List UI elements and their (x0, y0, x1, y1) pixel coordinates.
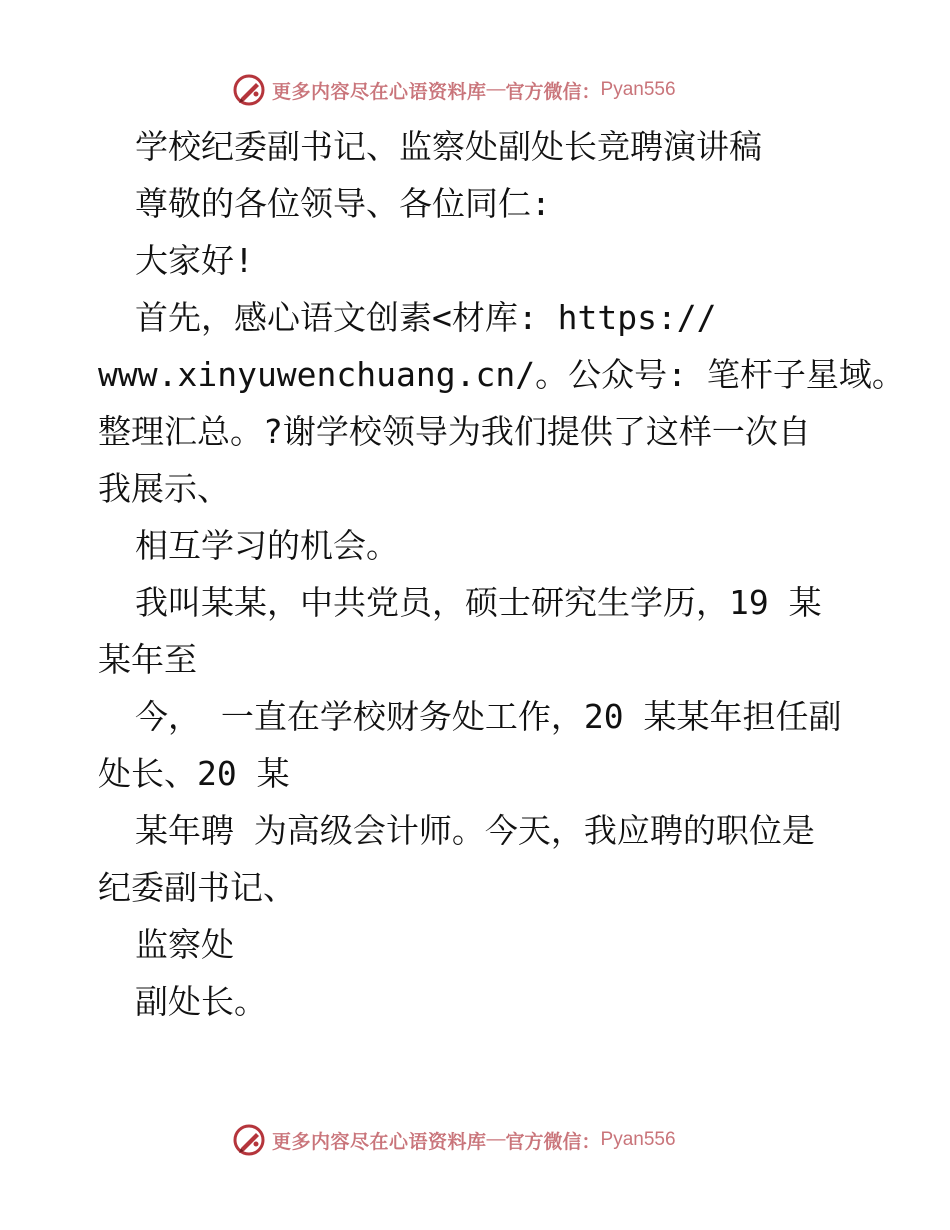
footer-banner (232, 1122, 676, 1158)
paragraph-line: 某年至 (98, 640, 197, 679)
pen-logo-icon (232, 73, 266, 107)
paragraph-line: 某年聘 为高级会计师。今天，我应聘的职位是 (135, 811, 815, 850)
banner-wechat-label: 官方微信： (505, 1130, 601, 1153)
salutation: 尊敬的各位领导、各位同仁: (135, 184, 551, 223)
banner-dash: — (486, 79, 506, 100)
paragraph-line: 副处长。 (135, 982, 267, 1021)
paragraph-line: 我叫某某，中共党员，硕士研究生学历，19 某 (135, 583, 822, 622)
header-banner (232, 72, 676, 108)
paragraph-line: 相互学习的机会。 (135, 526, 399, 565)
banner-wechat-id: Pyan556 (600, 79, 676, 100)
greeting: 大家好! (135, 241, 254, 280)
paragraph-line: 处长、20 某 (98, 754, 290, 793)
document-title: 学校纪委副书记、监察处副处长竞聘演讲稿 (135, 127, 762, 166)
paragraph-line: www.xinyuwenchuang.cn/。公众号: 笔杆子星域。 (98, 355, 905, 394)
paragraph-line: 纪委副书记、 (98, 868, 296, 907)
paragraph-line: 整理汇总。?谢学校领导为我们提供了这样一次自 (98, 412, 811, 451)
pen-logo-icon (232, 1123, 266, 1157)
paragraph-line: 今， 一直在学校财务处工作，20 某某年担任副 (135, 697, 842, 736)
banner-wechat-id: Pyan556 (600, 1129, 676, 1150)
banner-wechat-label: 官方微信： (505, 80, 601, 103)
banner-tagline: 更多内容尽在心语资料库 (272, 1130, 487, 1153)
banner-dash: — (486, 1129, 506, 1150)
paragraph-line: 监察处 (135, 925, 234, 964)
banner-tagline: 更多内容尽在心语资料库 (272, 80, 487, 103)
document-body (98, 118, 905, 1030)
paragraph-line: 首先，感心语文创素<材库: https:// (135, 298, 717, 337)
paragraph-line: 我展示、 (98, 469, 230, 508)
